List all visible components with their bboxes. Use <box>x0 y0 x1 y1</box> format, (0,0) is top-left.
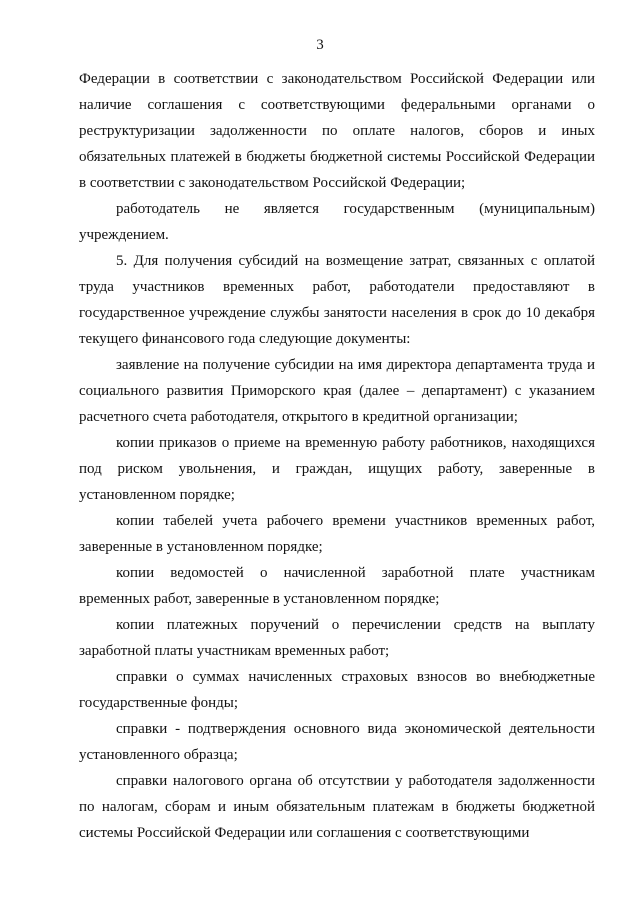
text-line: в соответствии с законодательством Российской Федерации; <box>79 175 466 191</box>
text-line: копии ведомостей о начисленной заработной плате участникам <box>116 565 595 581</box>
text-line: копии приказов о приеме на временную работу работников, находящихся <box>116 435 595 451</box>
text-line: системы Российской Федерации или соглашения с соответствующими <box>79 825 530 841</box>
paragraph <box>79 664 595 716</box>
text-line: учреждением. <box>79 227 169 243</box>
paragraph <box>79 560 595 612</box>
paragraph <box>79 66 595 196</box>
text-line: государственное учреждение службы занятости населения в срок до 10 декабря <box>79 305 595 321</box>
text-line: работодатель не является государственным (муниципальным) <box>116 201 595 217</box>
paragraph <box>79 508 595 560</box>
text-line: заявление на получение субсидии на имя директора департамента труда и <box>116 357 595 373</box>
paragraph <box>79 248 595 352</box>
text-line: 5. Для получения субсидий на возмещение затрат, связанных с оплатой <box>116 253 595 269</box>
text-line: реструктуризации задолженности по оплате налогов, сборов и иных <box>79 123 595 139</box>
text-line: государственные фонды; <box>79 695 238 711</box>
paragraph <box>79 716 595 768</box>
text-line: справки о суммах начисленных страховых взносов во внебюджетные <box>116 669 595 685</box>
text-line: копии платежных поручений о перечислении средств на выплату <box>116 617 595 633</box>
paragraph <box>79 430 595 508</box>
text-line: справки налогового органа об отсутствии у работодателя задолженности <box>116 773 595 789</box>
text-line: заверенные в установленном порядке; <box>79 539 323 555</box>
page-number: 3 <box>316 37 324 53</box>
paragraph <box>79 196 595 248</box>
text-line: справки - подтверждения основного вида экономической деятельности <box>116 721 595 737</box>
text-line: Федерации в соответствии с законодательством Российской Федерации или <box>79 71 595 87</box>
text-line: временных работ, заверенные в установленном порядке; <box>79 591 440 607</box>
text-line: обязательных платежей в бюджеты бюджетной системы Российской Федерации <box>79 149 595 165</box>
text-line: текущего финансового года следующие документы: <box>79 331 411 347</box>
text-line: труда участников временных работ, работодатели предоставляют в <box>79 279 595 295</box>
text-line: социального развития Приморского края (далее – департамент) с указанием <box>79 383 595 399</box>
text-line: установленного образца; <box>79 747 238 763</box>
text-line: наличие соглашения с соответствующими федеральными органами о <box>79 97 595 113</box>
paragraph <box>79 612 595 664</box>
text-line: установленном порядке; <box>79 487 235 503</box>
text-line: по налогам, сборам и иным обязательным платежам в бюджеты бюджетной <box>79 799 595 815</box>
paragraph <box>79 352 595 430</box>
text-line: под риском увольнения, и граждан, ищущих работу, заверенные в <box>79 461 595 477</box>
text-line: заработной платы участникам временных работ; <box>79 643 390 659</box>
text-line: расчетного счета работодателя, открытого в кредитной организации; <box>79 409 518 425</box>
document-body <box>79 66 595 846</box>
text-line: копии табелей учета рабочего времени участников временных работ, <box>116 513 595 529</box>
paragraph <box>79 768 595 846</box>
